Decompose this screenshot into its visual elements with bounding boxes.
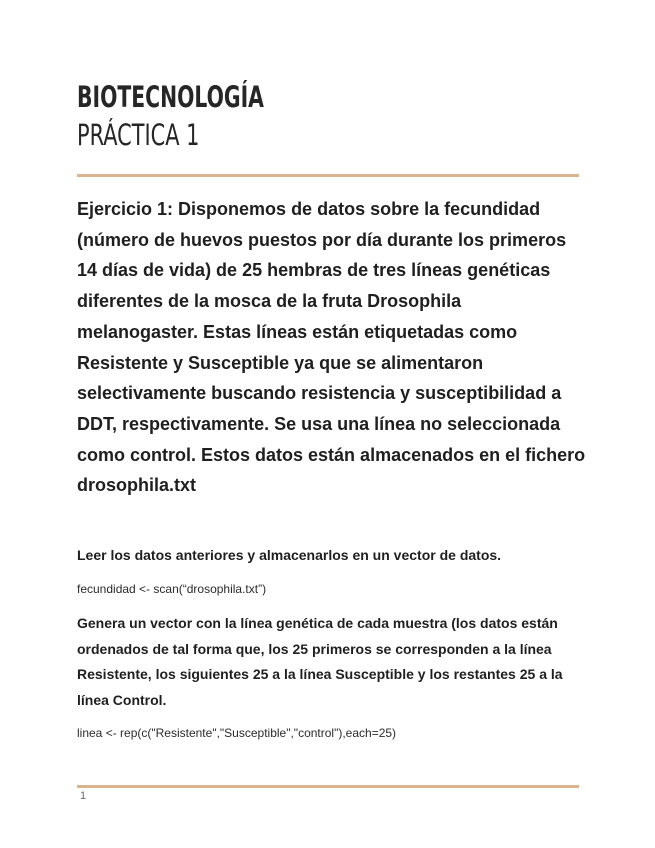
footer-divider	[77, 785, 579, 788]
document-title: BIOTECNOLOGÍA	[77, 80, 264, 114]
exercise-statement: Ejercicio 1: Disponemos de datos sobre la fecundidad (número de huevos puestos por día durante los primeros 14 días de vida) de 25 hembras de tres líneas genéticas diferentes de la mosca de la fruta Drosophila melanogaster. Estas líneas están etiquetadas como Resistente y Susceptible ya que se alimentaron selectivamente buscando resistencia y susceptibilidad a DDT, respectivamente. Se usa una línea no seleccionada como control. Estos datos están almacenados en el fichero drosophila.txt	[77, 199, 586, 496]
step-1-instruction: Leer los datos anteriores y almacenarlos en un vector de datos.	[77, 547, 502, 563]
header-divider	[77, 174, 579, 177]
document-subtitle: PRÁCTICA 1	[77, 118, 200, 152]
page-number: 1	[80, 790, 87, 802]
step-1-code: fecundidad <- scan(“drosophila.txt”)	[77, 582, 267, 596]
step-2-code: linea <- rep(c("Resistente","Susceptible","control"),each=25)	[77, 726, 397, 740]
step-2-instruction: Genera un vector con la línea genética de cada muestra (los datos están ordenados de tal forma que, los 25 primeros se corresponden a la línea Resistente, los siguientes 25 a la línea Susceptible y los restantes 25 a la línea Control.	[77, 615, 563, 708]
